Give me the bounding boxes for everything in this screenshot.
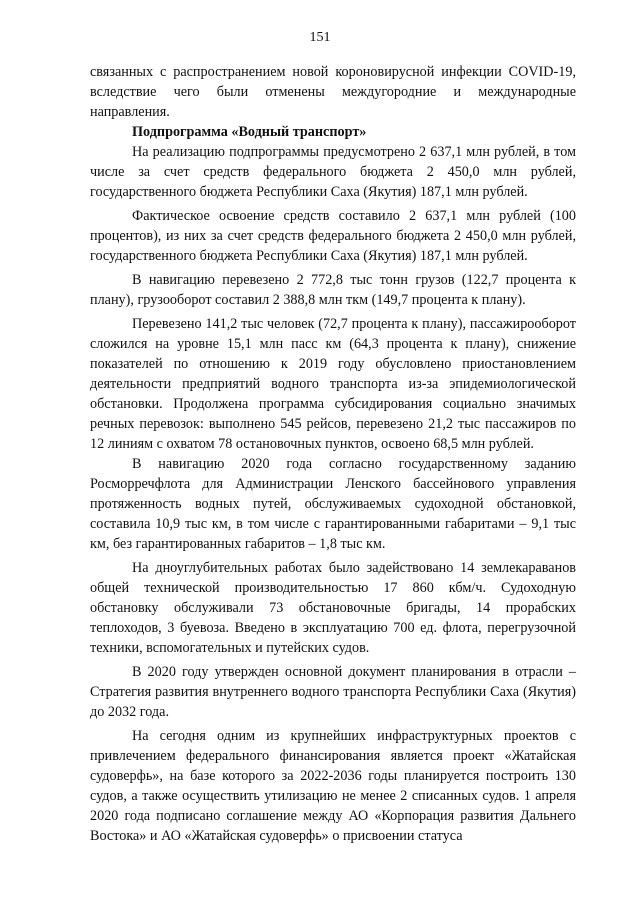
paragraph-continuation: связанных с распространением новой короновирусной инфекции COVID-19, вследствие чего были отменены междугородние и международные направления. [90, 64, 576, 120]
paragraph-actual-spending: Фактическое освоение средств составило 2 637,1 млн рублей (100 процентов), из них за счет средств федерального бюджета 2 450,0 млн рублей, государственного бюджета Республики Саха (Якутия) 187,1 млн рублей. [90, 208, 576, 264]
paragraph-cargo: В навигацию перевезено 2 772,8 тыс тонн грузов (122,7 процента к плану), грузооборот составил 2 388,8 млн ткм (149,7 процента к плану). [90, 272, 576, 308]
paragraph-passengers: Перевезено 141,2 тыс человек (72,7 процента к плану), пассажирооборот сложился на уровне 15,1 млн пасс км (64,3 процента к плану), снижение показателей по отношению к 2019 году обусловлено приостановлением деятельности предприятий водного транспорта из-за эпидемиологической обстановки. Продолжена программа субсидирования социально значимых речных перевозок: выполнено 545 рейсов, перевезено 21,2 тыс пассажиров по 12 линиям с охватом 78 остановочных пунктов, освоено 68,5 млн рублей. [90, 316, 576, 452]
paragraph-shipyard: На сегодня одним из крупнейших инфраструктурных проектов с привлечением федерального финансирования является проект «Жатайская судоверфь», на базе которого за 2022-2036 годы планируется построить 130 судов, а также осуществить утилизацию не менее 2 списанных судов. 1 апреля 2020 года подписано соглашение между АО «Корпорация развития Дальнего Востока» и АО «Жатайская судоверфь» о присвоении статуса [90, 728, 576, 844]
section-heading: Подпрограмма «Водный транспорт» [132, 124, 367, 140]
page-number: 151 [309, 30, 331, 45]
paragraph-dredging: На дноуглубительных работах было задействовано 14 землекараванов общей технической производительностью 17 860 кбм/ч. Судоходную обстановку обслуживали 73 обстановочные бригады, 14 прорабских теплоходов, 3 буевоза. Введено в эксплуатацию 700 ед. флота, перегрузочной техники, вспомогательных и путейских судов. [90, 560, 576, 656]
paragraph-waterways: В навигацию 2020 года согласно государственному заданию Росморречфлота для Администрации Ленского бассейнового управления протяженность водных путей, обслуживаемых судоходной обстановкой, составила 10,9 тыс км, в том числе с гарантированными габаритами – 9,1 тыс км, без гарантированных габаритов – 1,8 тыс км. [90, 456, 576, 552]
paragraph-strategy: В 2020 году утвержден основной документ планирования в отрасли – Стратегия развития внутреннего водного транспорта Республики Саха (Якутия) до 2032 года. [90, 664, 576, 720]
document-body [90, 62, 576, 846]
paragraph-funding: На реализацию подпрограммы предусмотрено 2 637,1 млн рублей, в том числе за счет средств федерального бюджета 2 450,0 млн рублей, государственного бюджета Республики Саха (Якутия) 187,1 млн рублей. [90, 144, 576, 200]
